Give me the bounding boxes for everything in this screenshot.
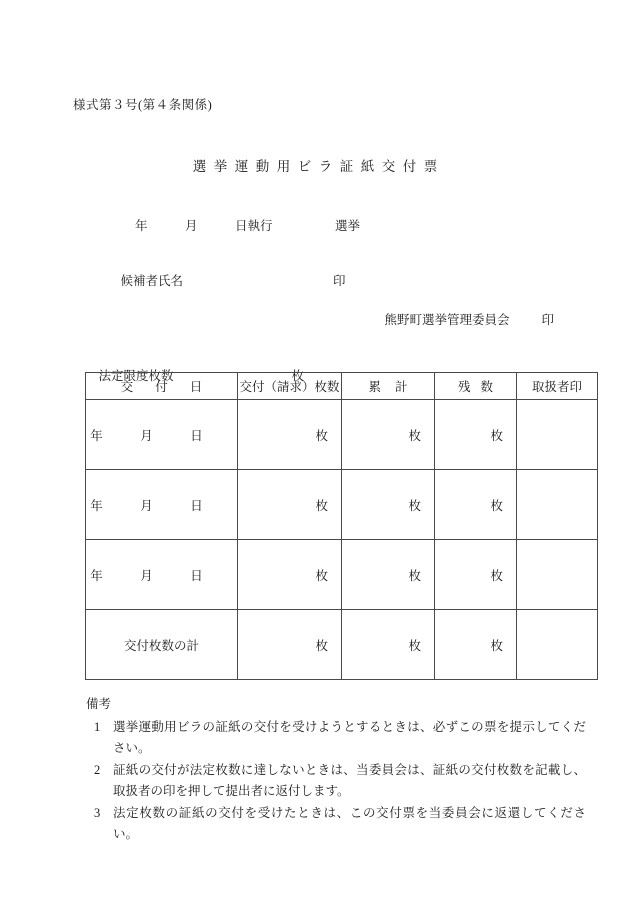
- table-header-row: [86, 373, 598, 400]
- form-number: 様式第３号(第４条関係): [73, 98, 213, 112]
- election-date-line: 年 月 日執行 選挙: [135, 219, 361, 233]
- committee-seal-mark: 印: [541, 313, 555, 327]
- column-header-handler-seal: 取扱者印: [517, 373, 598, 400]
- cell-date[interactable]: 年 月 日: [86, 400, 238, 470]
- cell-handler-seal[interactable]: [517, 470, 598, 540]
- table-row: [86, 540, 598, 610]
- table-row: [86, 470, 598, 540]
- cell-total[interactable]: 枚: [342, 400, 435, 470]
- notes-section: [86, 694, 586, 846]
- notes-title: 備考: [86, 697, 112, 711]
- cell-total[interactable]: 枚: [342, 540, 435, 610]
- cell-issued[interactable]: 枚: [238, 470, 342, 540]
- table-row: [86, 400, 598, 470]
- cell-remaining[interactable]: 枚: [435, 400, 517, 470]
- note-item: [86, 760, 586, 803]
- cell-remaining[interactable]: 枚: [435, 610, 517, 680]
- cell-remaining[interactable]: 枚: [435, 470, 517, 540]
- issuance-record-table: [85, 372, 598, 680]
- candidate-name-label: 候補者氏名: [120, 274, 184, 288]
- cell-handler-seal[interactable]: [517, 610, 598, 680]
- cell-handler-seal[interactable]: [517, 540, 598, 610]
- note-number: 1: [94, 719, 101, 734]
- column-header-remaining: 残数: [435, 373, 517, 400]
- legal-limit-unit: 枚: [291, 369, 305, 383]
- cell-remaining[interactable]: 枚: [435, 540, 517, 610]
- cell-handler-seal[interactable]: [517, 400, 598, 470]
- table-total-row: [86, 610, 598, 680]
- cell-issued[interactable]: 枚: [238, 400, 342, 470]
- column-header-date: 交付日: [86, 373, 238, 400]
- column-header-issued: 交付（請求）枚数: [238, 373, 342, 400]
- note-number: 2: [94, 762, 101, 777]
- cell-issued[interactable]: 枚: [238, 540, 342, 610]
- candidate-name-line: [108, 256, 346, 304]
- committee-line: [372, 295, 554, 343]
- cell-issued[interactable]: 枚: [238, 610, 342, 680]
- cell-total[interactable]: 枚: [342, 470, 435, 540]
- note-item: [86, 717, 586, 760]
- cell-date[interactable]: 年 月 日: [86, 540, 238, 610]
- candidate-seal-mark: 印: [333, 274, 346, 288]
- note-text: 証紙の交付が法定枚数に達しないときは、当委員会は、証紙の交付枚数を記載し、取扱者の印を押して提出者に返付します。: [113, 762, 586, 798]
- note-text: 法定枚数の証紙の交付を受けたときは、この交付票を当委員会に返還してください。: [113, 805, 586, 841]
- cell-date[interactable]: 年 月 日: [86, 470, 238, 540]
- note-number: 3: [94, 805, 101, 820]
- note-item: [86, 803, 586, 846]
- column-header-total: 累計: [342, 373, 435, 400]
- committee-name: 熊野町選挙管理委員会: [384, 313, 510, 327]
- cell-total[interactable]: 枚: [342, 610, 435, 680]
- cell-total-label: 交付枚数の計: [86, 610, 238, 680]
- page-title: 選挙運動用ビラ証紙交付票: [192, 159, 445, 174]
- note-text: 選挙運動用ビラの証紙の交付を受けようとするときは、必ずこの票を提示してください。: [113, 719, 586, 755]
- legal-limit-label: 法定限度枚数: [98, 369, 174, 383]
